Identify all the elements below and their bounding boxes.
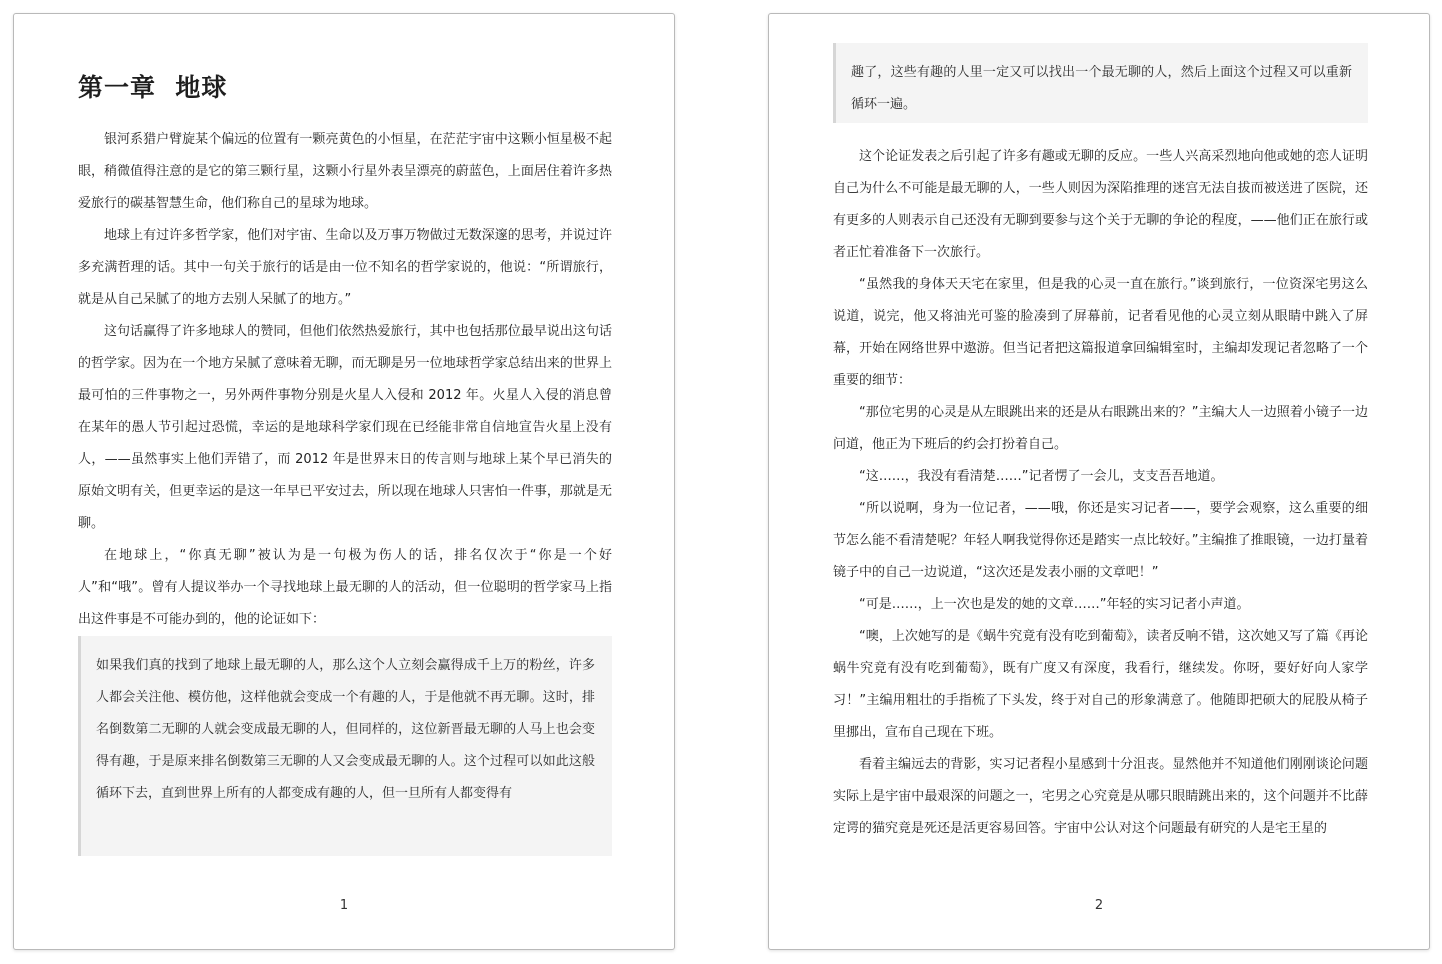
paragraph: “所以说啊，身为一位记者，——哦，你还是实习记者——，要学会观察，这么重要的细节怎么能不看清楚呢？年轻人啊我觉得你还是踏实一点比较好。”主编推了推眼镜，一边打量着镜子中的自己一边说道，“这次还是发表小丽的文章吧！”: [833, 501, 1368, 580]
paragraph: 在地球上，“你真无聊”被认为是一句极为伤人的话，排名仅次于“你是一个好人”和“哦”。曾有人提议举办一个寻找地球上最无聊的人的活动，但一位聪明的哲学家马上指出这件事是不可能办到的，他的论证如下：: [78, 548, 612, 627]
paragraph: 银河系猎户臂旋某个偏远的位置有一颗亮黄色的小恒星，在茫茫宇宙中这颗小恒星极不起眼，稍微值得注意的是它的第三颗行星，这颗小行星外表呈漂亮的蔚蓝色，上面居住着许多热爱旅行的碳基智慧生命，他们称自己的星球为地球。: [78, 132, 612, 211]
body-text: [833, 141, 1368, 845]
paragraph: 看着主编远去的背影，实习记者程小星感到十分沮丧。显然他并不知道他们刚刚谈论问题实际上是宇宙中最艰深的问题之一，宅男之心究竟是从哪只眼睛跳出来的，这个问题并不比薛定谔的猫究竟是死还是活更容易回答。宇宙中公认对这个问题最有研究的人是宅王星的: [833, 757, 1368, 836]
page-number: 2: [1094, 898, 1104, 913]
blockquote-text: 如果我们真的找到了地球上最无聊的人，那么这个人立刻会赢得成千上万的粉丝，许多人都会关注他、模仿他，这样他就会变成一个有趣的人，于是他就不再无聊。这时，排名倒数第二无聊的人就会变成最无聊的人，但同样的，这位新晋最无聊的人马上也会变得有趣，于是原来排名倒数第三无聊的人又会变成最无聊的人。这个过程可以如此这般循环下去，直到世界上所有的人都变成有趣的人，但一旦所有人都变得有: [96, 658, 595, 801]
paragraph: “虽然我的身体天天宅在家里，但是我的心灵一直在旅行。”谈到旅行，一位资深宅男这么说道，说完，他又将油光可鉴的脸凑到了屏幕前，记者看见他的心灵立刻从眼睛中跳入了屏幕，开始在网络世界中遨游。但当记者把这篇报道拿回编辑室时，主编却发现记者忽略了一个重要的细节：: [833, 277, 1368, 388]
paragraph: “这……，我没有看清楚……”记者愣了一会儿，支支吾吾地道。: [859, 469, 1224, 484]
blockquote: [78, 636, 612, 856]
blockquote: [833, 43, 1368, 123]
paragraph: “可是……，上一次也是发的她的文章……”年轻的实习记者小声道。: [859, 597, 1250, 612]
paragraph: 这句话赢得了许多地球人的赞同，但他们依然热爱旅行，其中也包括那位最早说出这句话的哲学家。因为在一个地方呆腻了意味着无聊，而无聊是另一位地球哲学家总结出来的世界上最可怕的三件事物之一，另外两件事物分别是火星人入侵和 2012 年。火星人入侵的消息曾在某年的愚人节引起过恐慌，幸运的是地球科学家们现在已经能非常自信地宣告火星上没有人，——虽然事实上他们弄错了，而 2012 年是世界末日的传言则与地球上某个早已消失的原始文明有关，但更幸运的是这一年早已平安过去，所以现在地球人只害怕一件事，那就是无聊。: [78, 324, 612, 531]
document-page-2: [768, 13, 1430, 950]
paragraph: “噢，上次她写的是《蜗牛究竟有没有吃到葡萄》，读者反响不错，这次她又写了篇《再论蜗牛究竟有没有吃到葡萄》，既有广度又有深度，我看行，继续发。你呀，要好好向人家学习！”主编用粗壮的手指梳了下头发，终于对自己的形象满意了。他随即把硕大的屁股从椅子里挪出，宣布自己现在下班。: [833, 629, 1368, 740]
paragraph: 这个论证发表之后引起了许多有趣或无聊的反应。一些人兴高采烈地向他或她的恋人证明自己为什么不可能是最无聊的人，一些人则因为深陷推理的迷宫无法自拔而被送进了医院，还有更多的人则表示自己还没有无聊到要参与这个关于无聊的争论的程度，——他们正在旅行或者正忙着准备下一次旅行。: [833, 149, 1368, 260]
paragraph: 地球上有过许多哲学家，他们对宇宙、生命以及万事万物做过无数深邃的思考，并说过许多充满哲理的话。其中一句关于旅行的话是由一位不知名的哲学家说的，他说：“所谓旅行，就是从自己呆腻了的地方去别人呆腻了的地方。”: [78, 228, 612, 307]
blockquote-text: 趣了，这些有趣的人里一定又可以找出一个最无聊的人，然后上面这个过程又可以重新循环一遍。: [851, 65, 1352, 112]
body-text: [78, 124, 612, 636]
document-page-1: [13, 13, 675, 950]
paragraph: “那位宅男的心灵是从左眼跳出来的还是从右眼跳出来的？”主编大人一边照着小镜子一边问道，他正为下班后的约会打扮着自己。: [833, 405, 1368, 452]
chapter-title: 第一章 地球: [78, 73, 228, 102]
page-number: 1: [339, 898, 349, 913]
